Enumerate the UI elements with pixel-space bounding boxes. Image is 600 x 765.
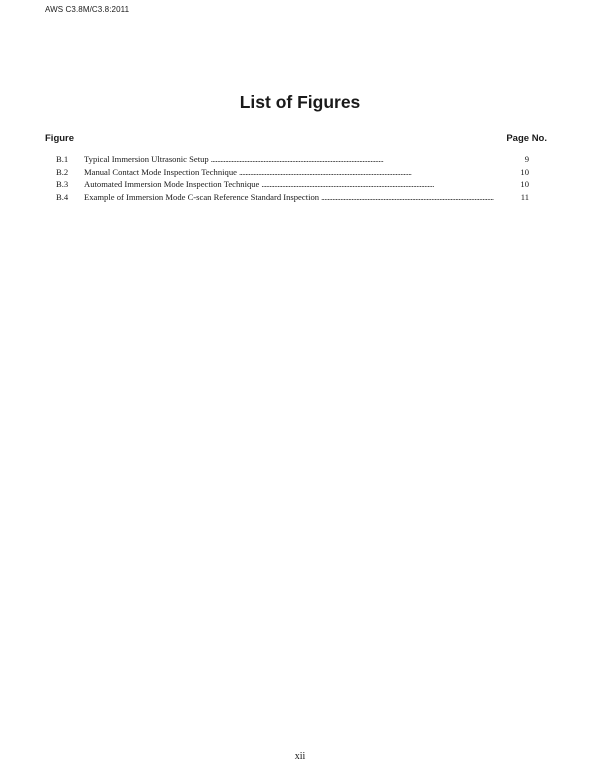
- figure-page-number: 10: [520, 179, 529, 189]
- dot-leader: [261, 178, 519, 191]
- figure-title: Example of Immersion Mode C-scan Reference Standard Inspection: [84, 191, 320, 202]
- figure-number: B.2: [56, 166, 69, 177]
- figure-entry-b3[interactable]: [56, 178, 529, 191]
- figure-page-number: 9: [524, 154, 529, 164]
- figure-number: B.3: [56, 179, 69, 189]
- dot-leader: [321, 191, 520, 204]
- figure-number: B.1: [56, 154, 69, 164]
- figure-entry-b1[interactable]: [56, 153, 529, 166]
- page-title: List of Figures: [239, 92, 361, 112]
- figure-column-heading: Figure: [45, 133, 75, 144]
- page-number-column-heading: Page No.: [506, 133, 547, 144]
- figure-entry-b2[interactable]: [56, 166, 529, 179]
- figures-list: [56, 153, 529, 203]
- page-number: xii: [294, 751, 306, 762]
- figure-page-number: 10: [520, 166, 529, 177]
- figure-title: Automated Immersion Mode Inspection Technique: [84, 179, 260, 189]
- figure-page-number: 11: [520, 191, 529, 202]
- dot-leader: [211, 153, 524, 166]
- running-header: AWS C3.8M/C3.8:2011: [45, 5, 130, 14]
- figure-title: Manual Contact Mode Inspection Technique: [84, 166, 237, 177]
- figure-title: Typical Immersion Ultrasonic Setup: [84, 154, 209, 164]
- figure-number: B.4: [56, 191, 69, 202]
- dot-leader: [239, 166, 519, 179]
- figure-entry-b4[interactable]: [56, 191, 529, 204]
